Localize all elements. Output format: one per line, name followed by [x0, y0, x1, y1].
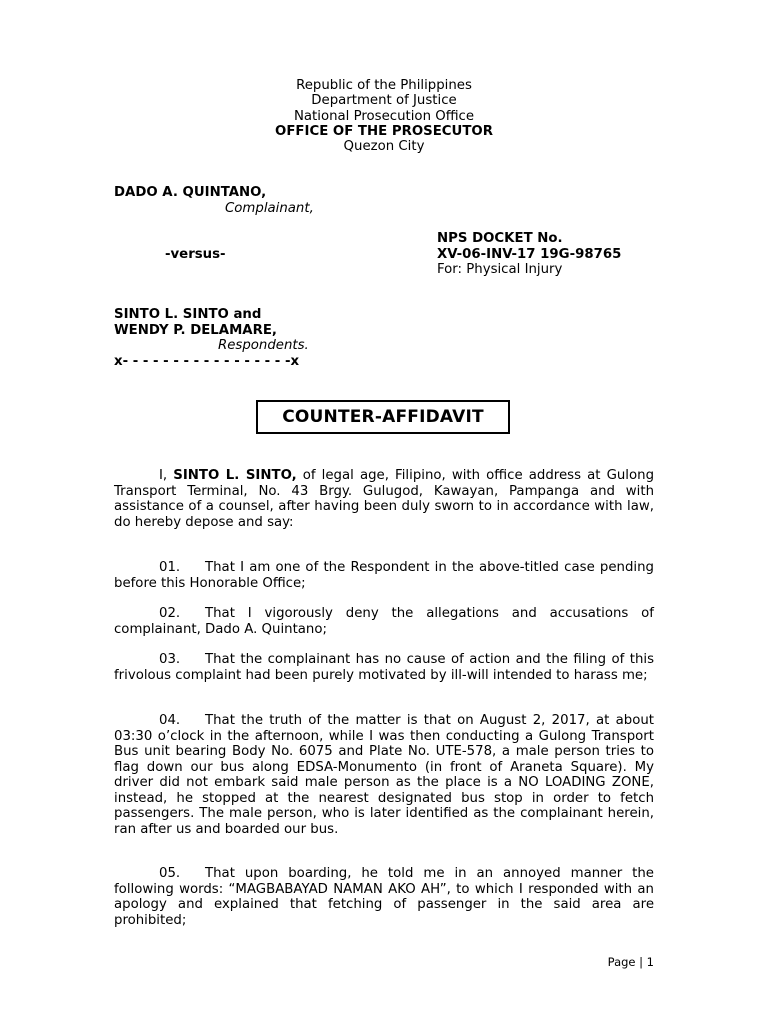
- versus-label: -versus-: [165, 247, 226, 262]
- respondent-role: Respondents.: [218, 338, 309, 353]
- header-republic: Republic of the Philippines: [296, 78, 472, 93]
- document-title: [256, 400, 510, 434]
- numbered-paragraph: [114, 652, 654, 683]
- docket-number: XV-06-INV-17 19G-98765: [437, 247, 622, 262]
- paragraph-text: That upon boarding, he told me in an annoyed manner the following words: “MAGBABAYAD NAMAN AKO AH”, to which I responded with an apology and explained that fetching of passenger in the said area are prohibited;: [114, 866, 654, 928]
- respondent-one: SINTO L. SINTO and: [114, 307, 262, 322]
- paragraph-text: That the truth of the matter is that on August 2, 2017, at about 03:30 o’clock in the afternoon, while I was then conducting a Gulong Transport Bus unit bearing Body No. 6075 and Plate No. UTE-578, a male person tries to flag down our bus along EDSA-Monumento (in front of Araneta Square). My driver did not embark said male person as the place is a NO LOADING ZONE, instead, he stopped at the nearest designated bus stop in order to fetch passengers. The male person, who is later identified as the complainant herein, ran after us and boarded our bus.: [114, 713, 654, 837]
- complainant-role: Complainant,: [225, 201, 314, 216]
- numbered-paragraph: [114, 713, 654, 837]
- caption-separator: x- - - - - - - - - - - - - - - - -x: [114, 354, 300, 369]
- paragraph-number: 04.: [159, 713, 181, 728]
- header-department: Department of Justice: [311, 93, 457, 109]
- paragraph-number: 01.: [159, 560, 181, 575]
- docket-label: NPS DOCKET No.: [437, 231, 563, 246]
- intro-text: of legal age, Filipino, with office address at Gulong Transport Terminal, No. 43 Brgy. Gulugod, Kawayan, Pampanga and with assistance of a counsel, after having been duly sworn to in accordance with law, do hereby depose and say:: [114, 468, 655, 530]
- respondent-two: WENDY P. DELAMARE,: [114, 323, 277, 338]
- paragraph-number: 02.: [159, 606, 181, 621]
- paragraph-text: That I am one of the Respondent in the above-titled case pending before this Honorable Office;: [114, 560, 654, 591]
- paragraph-number: 05.: [159, 866, 181, 881]
- document-header: [0, 78, 768, 154]
- document-title-text: COUNTER-AFFIDAVIT: [282, 407, 484, 427]
- docket-for: For: Physical Injury: [437, 262, 563, 277]
- paragraph-text: That I vigorously deny the allegations and accusations of complainant, Dado A. Quintano;: [114, 606, 654, 637]
- page-number: Page | 1: [607, 955, 654, 969]
- header-prosecutor: OFFICE OF THE PROSECUTOR: [275, 123, 493, 139]
- numbered-paragraph: [114, 606, 654, 637]
- complainant-name: DADO A. QUINTANO,: [114, 185, 267, 200]
- paragraph-number: 03.: [159, 652, 181, 667]
- affiant-name: SINTO L. SINTO,: [173, 468, 297, 483]
- numbered-paragraph: [114, 560, 654, 591]
- header-office: National Prosecution Office: [293, 108, 475, 124]
- intro-paragraph: [114, 468, 654, 530]
- intro-pre: I,: [159, 468, 174, 483]
- paragraph-text: That the complainant has no cause of action and the filing of this frivolous complaint had been purely motivated by ill-will intended to harass me;: [114, 652, 654, 683]
- header-city: Quezon City: [343, 139, 425, 155]
- numbered-paragraph: [114, 866, 654, 928]
